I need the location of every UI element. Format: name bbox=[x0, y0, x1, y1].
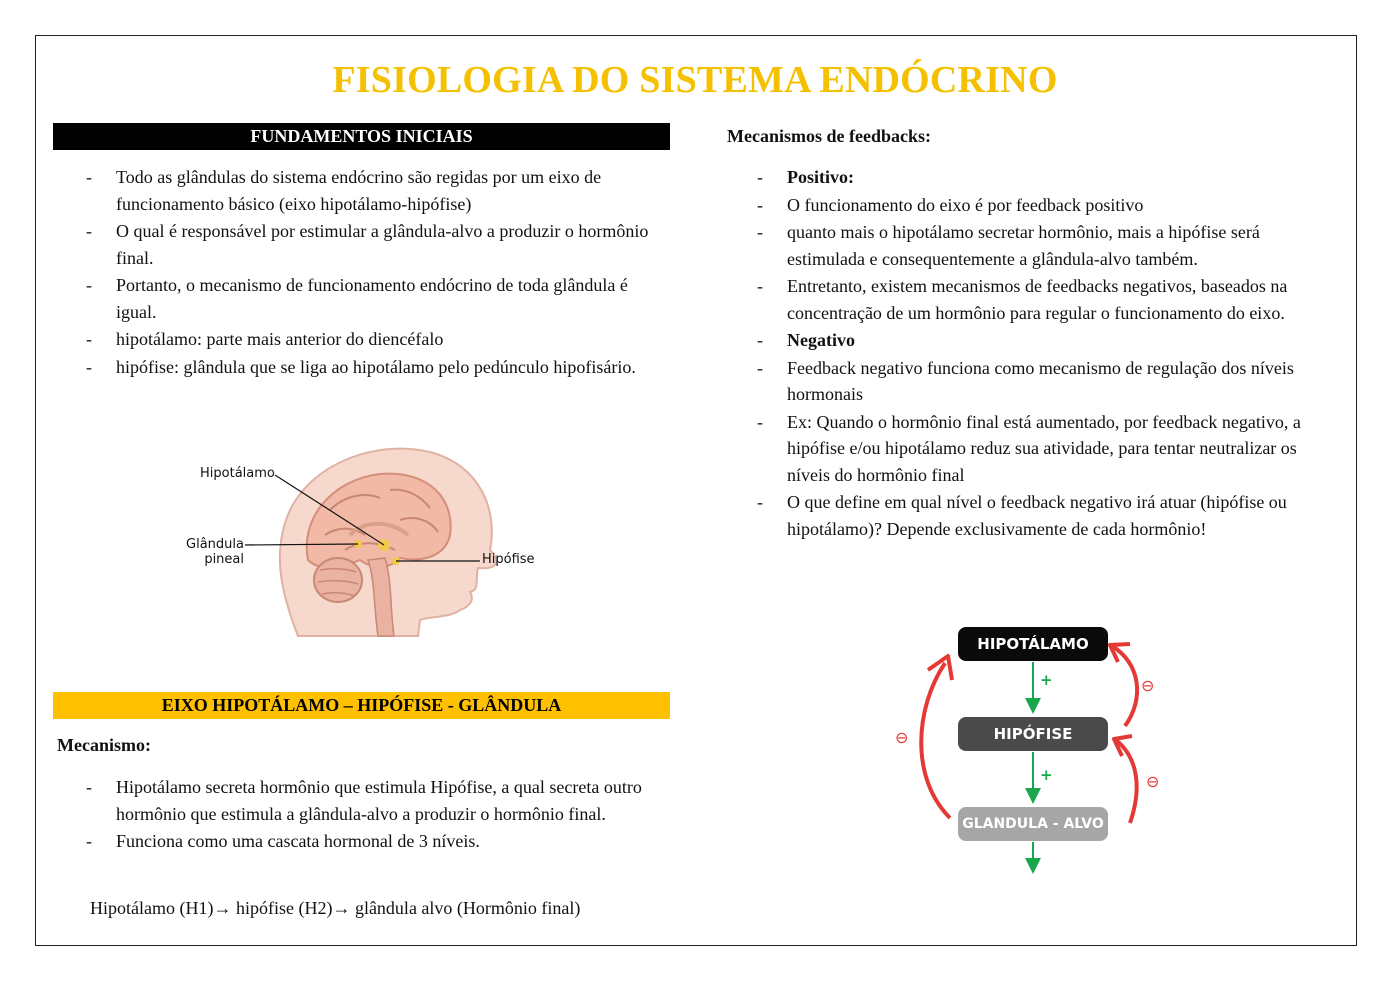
list-item: - quanto mais o hipotálamo secretar hormônio, mais a hipófise será estimulada e consequentemente a glândula-alvo também. bbox=[757, 219, 1342, 272]
eixo-list bbox=[86, 774, 666, 856]
minus-sign-right-bottom: ⊖ bbox=[1146, 772, 1160, 791]
list-item: - hipófise: glândula que se liga ao hipotálamo pelo pedúnculo hipofisário. bbox=[86, 354, 666, 381]
list-item: - O qual é responsável por estimular a glândula-alvo a produzir o hormônio final. bbox=[86, 218, 666, 271]
dash-bullet: - bbox=[86, 831, 92, 851]
page-title: FISIOLOGIA DO SISTEMA ENDÓCRINO bbox=[332, 59, 1058, 101]
list-item: - Negativo bbox=[757, 327, 1342, 354]
list-item: - Entretanto, existem mecanismos de feedbacks negativos, baseados na concentração de um hormônio para regular o funcionamento do eixo. bbox=[757, 273, 1342, 326]
list-item: - Portanto, o mecanismo de funcionamento endócrino de toda glândula é igual. bbox=[86, 272, 666, 325]
dash-bullet: - bbox=[86, 221, 92, 241]
label-hipofise: Hipófise bbox=[482, 552, 535, 567]
dash-bullet: - bbox=[86, 275, 92, 295]
list-item: - Ex: Quando o hormônio final está aumentado, por feedback negativo, a hipófise e/ou hipotálamo reduz sua atividade, para tentar neutralizar os níveis do hormônio final bbox=[757, 409, 1342, 489]
dash-bullet: - bbox=[757, 330, 763, 350]
list-item: - hipotálamo: parte mais anterior do diencéfalo bbox=[86, 326, 666, 353]
list-item: - Todo as glândulas do sistema endócrino são regidas por um eixo de funcionamento básico (eixo hipotálamo-hipófise) bbox=[86, 164, 666, 217]
list-item: - Hipotálamo secreta hormônio que estimula Hipófise, a qual secreta outro hormônio que estimula a glândula-alvo a produzir o hormônio final. bbox=[86, 774, 666, 827]
dash-bullet: - bbox=[757, 222, 763, 242]
list-item: - Feedback negativo funciona como mecanismo de regulação dos níveis hormonais bbox=[757, 355, 1342, 408]
list-item: - Funciona como uma cascata hormonal de 3 níveis. bbox=[86, 828, 666, 855]
box-glandula-alvo: GLANDULA - ALVO bbox=[958, 807, 1108, 841]
dash-bullet: - bbox=[757, 276, 763, 296]
feedback-heading: Mecanismos de feedbacks: bbox=[727, 126, 931, 146]
minus-sign-right-top: ⊖ bbox=[1141, 676, 1155, 695]
minus-sign-left: ⊖ bbox=[895, 728, 909, 747]
box-hipofise: HIPÓFISE bbox=[958, 717, 1108, 751]
negative-arrow-left bbox=[921, 663, 950, 818]
plus-sign-1: + bbox=[1040, 671, 1053, 689]
dash-bullet: - bbox=[757, 357, 763, 378]
dash-bullet: - bbox=[86, 329, 92, 349]
plus-sign-2: + bbox=[1040, 766, 1053, 784]
dash-bullet: - bbox=[86, 167, 92, 187]
list-item: - O que define em qual nível o feedback negativo irá atuar (hipófise ou hipotálamo)? Depende exclusivamente de cada hormônio! bbox=[757, 489, 1342, 542]
dash-bullet: - bbox=[86, 356, 92, 377]
feedback-diagram bbox=[890, 618, 1180, 878]
dash-bullet: - bbox=[757, 167, 763, 187]
mecanismo-heading: Mecanismo: bbox=[57, 735, 151, 755]
label-glandula-pineal: Glândula pineal bbox=[186, 537, 244, 567]
list-item: - O funcionamento do eixo é por feedback positivo bbox=[757, 192, 1342, 219]
label-hipotalamo: Hipotálamo bbox=[200, 466, 275, 481]
feedback-list bbox=[757, 164, 1342, 543]
box-hipotalamo: HIPOTÁLAMO bbox=[958, 627, 1108, 661]
dash-bullet: - bbox=[757, 194, 763, 215]
dash-bullet: - bbox=[86, 777, 92, 797]
list-item: - Positivo: bbox=[757, 164, 1342, 191]
section-title-eixo: EIXO HIPOTÁLAMO – HIPÓFISE - GLÂNDULA bbox=[53, 692, 670, 719]
brain-illustration bbox=[180, 440, 540, 640]
fundamentos-list bbox=[86, 164, 666, 381]
section-title-fundamentos: FUNDAMENTOS INICIAIS bbox=[53, 123, 670, 150]
hormone-chain: Hipotálamo (H1)→ hipófise (H2)→ glândula alvo (Hormônio final) bbox=[90, 898, 581, 918]
dash-bullet: - bbox=[757, 411, 763, 432]
dash-bullet: - bbox=[757, 492, 763, 512]
